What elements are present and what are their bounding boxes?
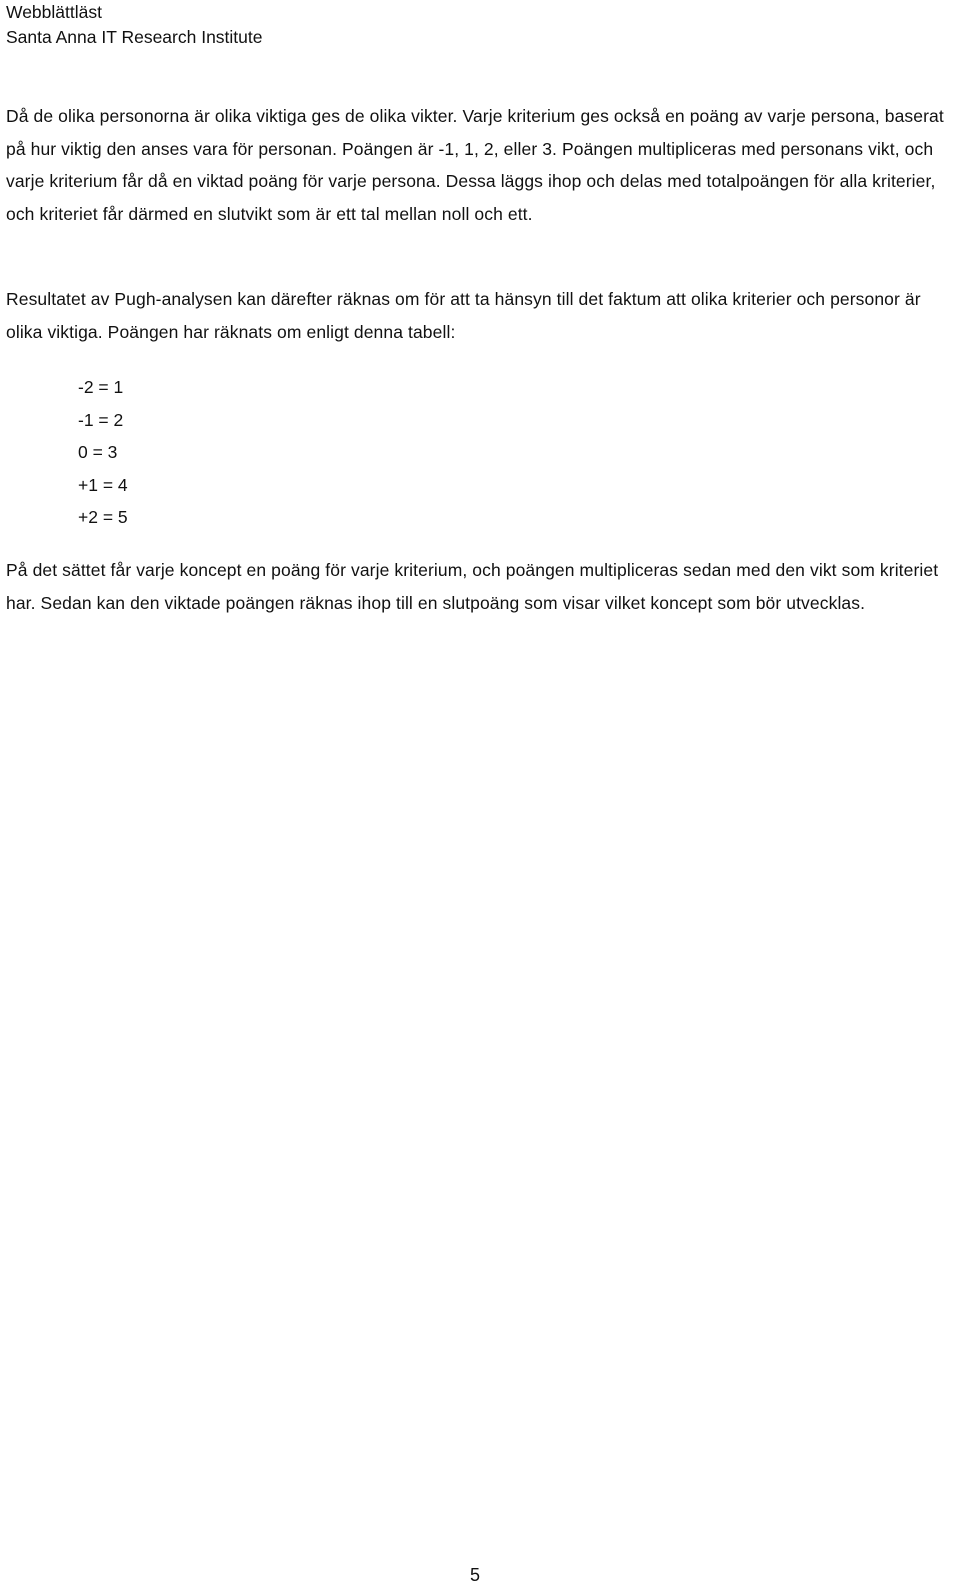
paragraph-pugh-analysis: Resultatet av Pugh-analysen kan därefter räknas om för att ta hänsyn till det faktum att olika kriterier och personor är olika viktiga. Poängen har räknats om enligt denna tabell: [6,289,921,342]
score-row: -2 = 1 [78,377,124,397]
score-row: +1 = 4 [78,474,128,495]
paragraph-concept-scoring: På det sättet får varje koncept en poäng för varje kriterium, och poängen multipliceras sedan med den vikt som kriteriet har. Sedan kan den viktade poängen räknas ihop till en slutpoäng som visar vilket koncept som bör utvecklas. [6,560,939,613]
score-row: +2 = 5 [78,507,128,527]
score-conversion-table [78,371,128,534]
score-row: -1 = 2 [78,409,124,430]
page-header [6,0,263,50]
score-row: 0 = 3 [78,442,118,462]
header-title: Webblättläst [6,2,102,22]
header-organization: Santa Anna IT Research Institute [6,27,263,47]
page-number: 5 [470,1565,481,1585]
paragraph-weighting: Då de olika personorna är olika viktiga ges de olika vikter. Varje kriterium ges också en poäng av varje persona, baserat på hur viktig den anses vara för personan. Poängen är -1, 1, 2, eller 3. Poängen multipliceras med personans vikt, och varje kriterium får då en viktad poäng för varje persona. Dessa läggs ihop och delas med totalpoängen för alla kriterier, och kriteriet får därmed en slutvikt som är ett tal mellan noll och ett. [6,106,944,224]
